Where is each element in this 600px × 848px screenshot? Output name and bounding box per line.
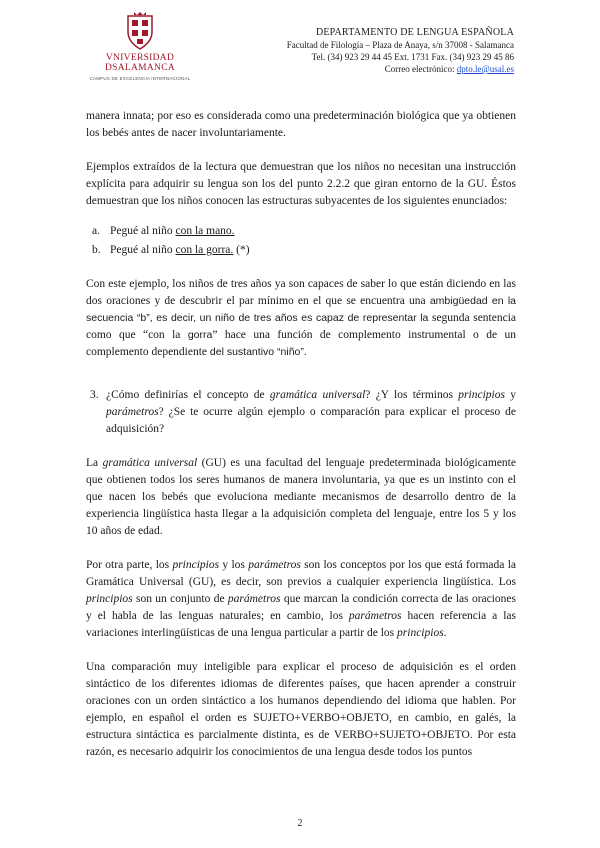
text-run: son un conjunto de [132, 593, 228, 605]
text-run: ” hace una función de complemento instrumental o de un complemento dependiente [86, 329, 516, 358]
text-run-italic: parámetros [227, 593, 281, 605]
text-run-italic: parámetros [106, 406, 159, 418]
text-run-sans: del sustantivo “niño” [209, 346, 304, 358]
list-underlined-text: con la gorra. [175, 244, 234, 256]
address: Facultad de Filología – Plaza de Anaya, s/n 37008 - Salamanca [286, 40, 514, 50]
text-run-italic: principios [172, 559, 220, 571]
text-run-italic: gramática universal [269, 389, 366, 401]
list-text: Pegué al niño [110, 244, 176, 256]
paragraph-6: Una comparación muy inteligible para explicar el proceso de adquisición es el orden sintáctico de los diferentes idiomas de diferentes países, que hacen aprender a construir oraciones con un orden sintáctico a los humanos dependiendo del idioma que hablen. Por ejemplo, en español el orden es SUJETO+VERBO+OBJETO, en cambio, en galés, la estructura sintáctica es parcialmente distinta, es de VERBO+SUJETO+OBJETO. Por esta razón, es necesario adquirir los conocimientos de una lengua desde todos los puntos [86, 661, 516, 758]
text-run: hacen referencia a las variaciones interlingüísticas de una lengua particular a partir de los [86, 610, 516, 639]
logo-text-line2: DSALAMANCA [104, 63, 176, 73]
text-run: ? ¿Y los términos [365, 389, 459, 401]
text-run-sans: ambigüedad en la secuencia “b”, es decir, un niño de tres años es capaz de representar la [86, 295, 517, 324]
list-text-suffix: (*) [233, 244, 250, 256]
text-run: ? ¿Se te ocurre algún ejemplo o comparación para explicar el proceso de adquisición? [106, 406, 516, 435]
document-body [86, 108, 516, 778]
email-label: Correo electrónico: [384, 64, 455, 74]
question-number: 3. [90, 389, 99, 401]
university-logo [80, 12, 200, 81]
list-label: a. [92, 225, 100, 237]
text-run-italic: principios [397, 627, 444, 639]
letterhead [287, 27, 514, 75]
text-run-italic: parámetros [248, 559, 301, 571]
phone-fax: Tel. (34) 923 29 44 45 Ext. 1731 Fax. (34) 923 29 45 86 [311, 52, 514, 62]
list-label: b. [92, 244, 101, 256]
text-run-italic: gramática universal [102, 457, 198, 469]
text-run: son los conceptos por los que está formada la Gramática Universal (GU), es decir, son previos a cualquier experiencia lingüística. Los [86, 559, 516, 588]
text-run: y [504, 389, 517, 401]
text-run: Por otra parte, los [86, 559, 173, 571]
text-run: y los [219, 559, 249, 571]
paragraph-4 [86, 455, 516, 540]
crest-icon [125, 12, 155, 50]
list-item [86, 242, 516, 259]
list-text: Pegué al niño [110, 225, 176, 237]
text-run: La [86, 457, 103, 469]
question-3 [86, 387, 516, 438]
text-run: ¿Cómo definirías el concepto de [106, 389, 270, 401]
text-run-sans: gorra [187, 329, 213, 341]
text-run-italic: principios [458, 389, 505, 401]
logo-campus-text: CAMPUS DE EXCELENCIA INTERNACIONAL [89, 76, 191, 81]
email-line [287, 63, 514, 75]
list-underlined-text: con la mano. [175, 225, 235, 237]
example-list [86, 223, 516, 259]
logo-text-line1: VNIVERSIDAD [105, 53, 175, 63]
page-number: 2 [297, 818, 303, 829]
text-run: segunda sentencia como que “con la [86, 312, 517, 341]
department-name: DEPARTAMENTO DE LENGUA ESPAÑOLA [315, 27, 514, 38]
text-run-italic: parámetros [348, 610, 402, 622]
text-run: . [303, 346, 307, 358]
paragraph-5 [86, 557, 516, 642]
text-run: . [443, 627, 447, 639]
text-run-italic: principios [86, 593, 133, 605]
text-run: Con este ejemplo, los niños de tres años ya son capaces de saber lo que están diciendo en las dos oraciones y de descubrir el par mínimo en el que se encuentra una [86, 278, 516, 307]
text-run: que marcan la condición correcta de las oraciones y el habla de las lenguas naturales; en cambio, los [86, 593, 517, 622]
paragraph-3 [86, 276, 516, 361]
paragraph-1: manera innata; por eso es considerada como una predeterminación biológica que ya obtienen los bebés antes de nacer involuntariamente. [86, 110, 516, 139]
email-link[interactable]: dpto.le@usal.es [456, 64, 514, 74]
paragraph-2: Ejemplos extraídos de la lectura que demuestran que los niños no necesitan una instrucción explícita para adquirir su lengua son los del punto 2.2.2 que giran entorno de la GU. Éstos demuestran que los niños conocen las estructuras subyacentes de los siguientes enunciados: [86, 161, 516, 207]
text-run: (GU) es una facultad del lenguaje predeterminada biológicamente que obtienen todos los seres humanos de manera involuntaria, ya que es un instinto con el que nacen los bebés que evoluciona mediante mecanismos de desarrollo dentro de la experiencia lingüística hasta llegar a la adquisición completa del lenguaje, entre los 5 y los 10 años de edad. [86, 457, 516, 537]
list-item [86, 223, 516, 240]
